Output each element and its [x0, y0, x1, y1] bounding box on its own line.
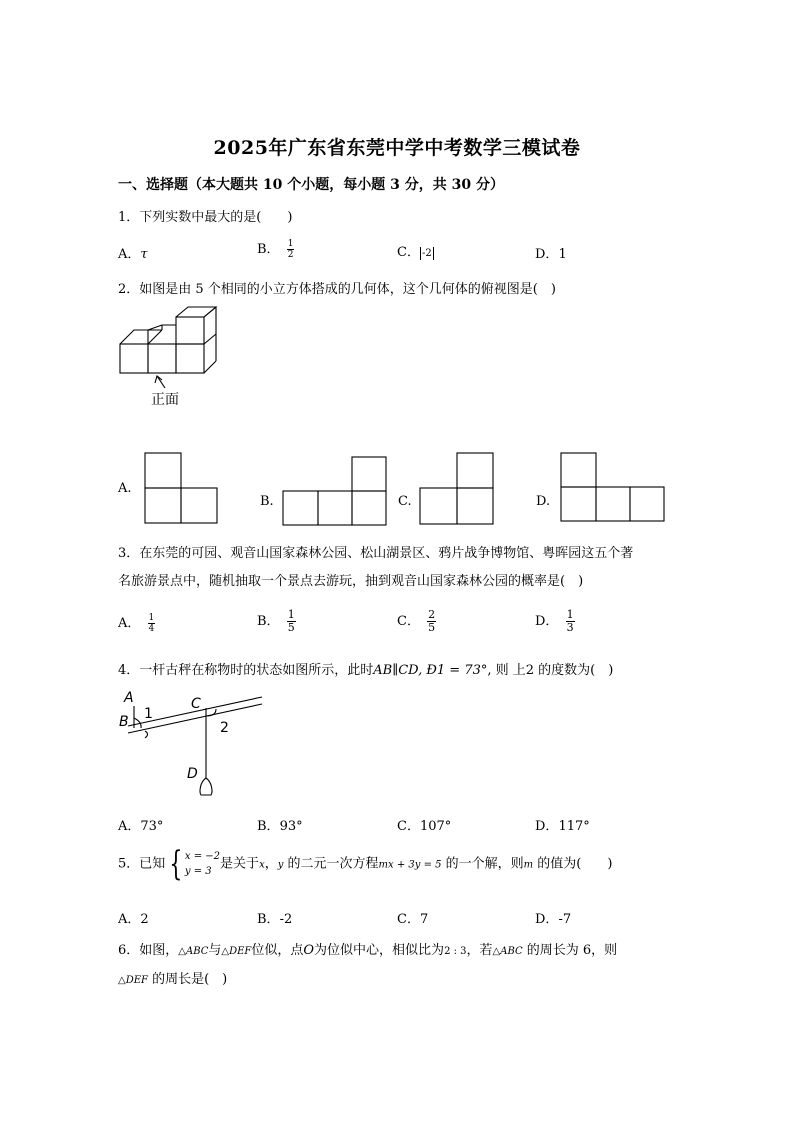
- q6-with: 与: [208, 943, 222, 958]
- q4-option-b[interactable]: [257, 815, 303, 834]
- q1-d-value: 1: [558, 247, 567, 262]
- q2-option-d-label[interactable]: D.: [536, 494, 551, 509]
- q4-stem-math: AB∥CD, Ð1 = 73°: [373, 663, 488, 678]
- q2-option-c-label[interactable]: C.: [398, 494, 412, 509]
- q6-stem-pre: 6．如图，: [118, 943, 179, 958]
- q3-c-label: C．: [397, 614, 420, 629]
- q2-stem: 2．如图是由 5 个相同的小立方体搭成的几何体，这个几何体的俯视图是( ): [118, 282, 556, 297]
- q5-var-m: m: [523, 859, 534, 871]
- q5-brace: {: [169, 844, 183, 884]
- q3-a-fraction: $\frac{1}{4}$: [148, 613, 155, 634]
- q5-option-b[interactable]: [257, 908, 292, 927]
- q5-b-value: -2: [279, 912, 293, 927]
- q4-a-label: A．: [118, 819, 141, 834]
- q6-line2-post: 的周长是( ): [147, 972, 228, 987]
- q3-a-label: A．: [118, 616, 141, 631]
- q4-fig-label-2: 2: [220, 720, 229, 736]
- q5-d-label: D．: [535, 912, 559, 927]
- q4-c-label: C．: [397, 819, 420, 834]
- q5-stem-mid2: 的二元一次方程: [283, 856, 379, 872]
- q5-c-label: C．: [397, 912, 420, 927]
- q5-stem-post: 的值为( ): [533, 856, 613, 872]
- q4-stem-post: , 则 上2 的度数为( ): [487, 663, 614, 678]
- q3-d-label: D．: [535, 614, 559, 629]
- q5-equation: mx + 3y = 5: [378, 859, 442, 871]
- q1-c-value: -2: [421, 248, 432, 259]
- q4-d-value: 117°: [558, 819, 590, 834]
- q6-line2-tri: △DEF: [118, 975, 148, 986]
- q4-option-a[interactable]: [118, 815, 163, 834]
- q5-stem-mid3: 的一个解，则: [441, 856, 524, 872]
- q4-fig-label-c: C: [191, 696, 201, 712]
- q4-a-value: 73°: [140, 819, 164, 834]
- q4-fig-label-a: A: [124, 690, 134, 706]
- q3-b-fraction: $\frac{1}{5}$: [287, 608, 295, 634]
- q3-d-fraction: $\frac{1}{3}$: [566, 608, 574, 634]
- q5-a-value: 2: [140, 912, 149, 927]
- q5-equation-system: x = −2 y = 3: [184, 851, 221, 877]
- q4-fig-label-d: D: [187, 766, 198, 782]
- q1-b-fraction: $\frac{1}{2}$: [287, 239, 294, 260]
- q5-stem: [118, 844, 613, 884]
- q5-d-value: -7: [558, 912, 572, 927]
- q5-var-x: x: [259, 859, 265, 871]
- q6-tri-def: △DEF: [221, 946, 252, 957]
- q5-option-d[interactable]: [535, 908, 571, 927]
- q4-d-label: D．: [535, 819, 559, 834]
- q4-fig-label-1: 1: [144, 706, 153, 722]
- q1-b-label: B．: [257, 242, 280, 257]
- q4-stem-pre: 4．一杆古秤在称物时的状态如图所示，此时: [118, 663, 374, 678]
- q3-c-fraction: $\frac{2}{5}$: [428, 608, 436, 634]
- q5-option-a[interactable]: [118, 908, 149, 927]
- q3-stem-line2: 名旅游景点中，随机抽取一个景点去游玩，抽到观音山国家森林公园的概率是( ): [118, 574, 584, 589]
- q4-c-value: 107°: [419, 819, 452, 834]
- q1-stem: 1．下列实数中最大的是( ): [118, 210, 293, 225]
- q6-stem-line1: [118, 939, 617, 958]
- q6-stem-line2: [118, 968, 227, 987]
- q6-tri-abc-2: △ABC: [492, 946, 523, 957]
- q4-option-d[interactable]: [535, 815, 590, 834]
- q6-mid4: 的周长为 6，则: [522, 943, 618, 958]
- q5-c-value: 7: [419, 912, 429, 927]
- q1-a-label: A．: [118, 247, 141, 262]
- q3-stem-line1: 3．在东莞的可园、观音山国家森林公园、松山湖景区、鸦片战争博物馆、粤晖园这五个著: [118, 546, 634, 561]
- q5-option-c[interactable]: [397, 908, 428, 927]
- q4-fig-label-b: B: [119, 714, 129, 730]
- q6-mid3: ，若: [466, 943, 493, 958]
- q5-sep: ，: [264, 856, 278, 872]
- q6-mid1: 位似，点: [251, 943, 304, 958]
- q5-var-y: y: [277, 859, 284, 871]
- q4-b-value: 93°: [279, 819, 303, 834]
- page-title: 2025年广东省东莞中学中考数学三模试卷: [213, 137, 581, 159]
- q2-front-label: 正面: [151, 392, 179, 408]
- q4-b-label: B．: [257, 819, 280, 834]
- q3-b-label: B．: [257, 614, 280, 629]
- q5-stem-pre: 5．已知: [118, 856, 166, 872]
- q5-a-label: A．: [118, 912, 141, 927]
- q2-option-a-label[interactable]: A.: [118, 481, 132, 496]
- section-heading: 一、选择题（本大题共 10 个小题，每小题 3 分，共 30 分）: [118, 177, 504, 193]
- q6-mid2: 为位似中心，相似比为: [314, 943, 445, 958]
- q5-b-label: B．: [257, 912, 280, 927]
- q4-option-c[interactable]: [397, 815, 451, 834]
- q2-option-b-label[interactable]: B.: [260, 494, 274, 509]
- q6-ratio: 2 : 3: [444, 946, 467, 957]
- q5-stem-mid1: 是关于: [220, 856, 260, 872]
- q6-tri-abc: △ABC: [178, 946, 209, 957]
- q1-a-value: τ: [140, 247, 148, 262]
- q1-c-label: C．: [397, 245, 420, 260]
- q6-point-o: O: [303, 943, 315, 958]
- q1-d-label: D．: [535, 247, 559, 262]
